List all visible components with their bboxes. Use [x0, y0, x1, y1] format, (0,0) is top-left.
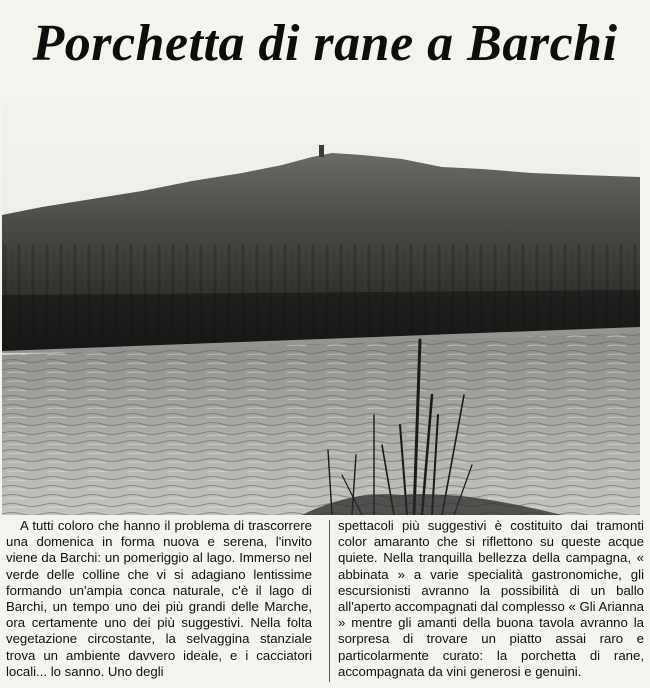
column-divider: [329, 520, 330, 682]
headline: Porchetta di rane a Barchi: [32, 15, 618, 72]
lake-landscape-photo: [2, 95, 640, 515]
article-column-2: spettacoli più suggestivi è costituito dai tramonti color amaranto che si riflettono su queste acque quiete. Nella tranquilla bellezza della campagna, « abbinata » a varie specialità gastronomiche, gli escursionisti avranno la possibilità di un ballo all'aperto accompagnati dal complesso « Gli Arianna » mentre gli amanti della buona tavola avranno la sorpresa di trovare un piatto assai raro e particolarmente curato: la porchetta di rane, accompagnata da vini generosi e genuini.: [338, 518, 645, 679]
article-body: [6, 518, 646, 686]
article-column-1: A tutti coloro che hanno il problema di trascorrere una domenica in forma nuova e serena, l'invito viene da Barchi: un pomeriggio al lago. Immerso nel verde delle colline che vi si adagiano lentissime formando un'ampia conca naturale, c'è il lago di Barchi, un tempo uno dei più grandi delle Marche, ora certamente uno dei più suggestivi. Nella folta vegetazione circostante, la selvaggina stanziale trova un ambiente davvero ideale, e i cacciatori locali... lo sanno. Uno degli: [6, 518, 312, 679]
